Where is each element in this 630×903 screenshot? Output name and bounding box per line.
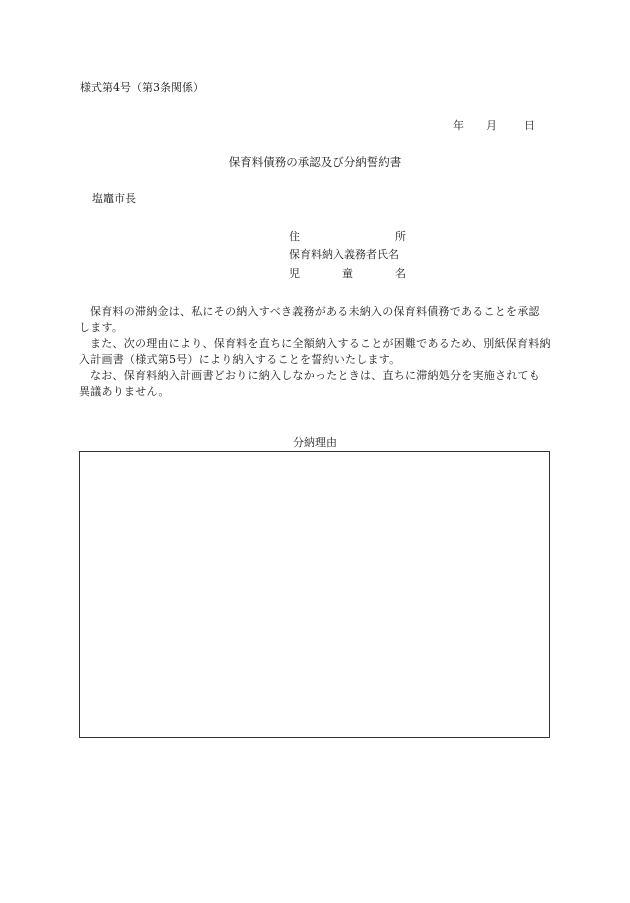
pledge-paragraph-default: なお、保育料納入計画書どおりに納入しなかったときは、直ちに滞納処分を実施されても異議ありません。 <box>79 369 540 398</box>
reason-box[interactable] <box>79 451 550 738</box>
document-title: 保育料債務の承認及び分納誓約書 <box>228 155 402 169</box>
address-label-part-1: 住 <box>289 230 300 243</box>
form-number: 様式第4号（第3条関係） <box>80 81 204 94</box>
child-label-part-3: 名 <box>395 267 406 280</box>
pledge-body <box>79 304 551 400</box>
address-label-part-2: 所 <box>395 230 406 243</box>
pledge-paragraph-installment: また、次の理由により、保育料を直ちに全額納入することが困難であるため、別紙保育料納入計画書（様式第5号）により納入することを誓約いたします。 <box>79 337 551 366</box>
addressee: 塩竈市長 <box>92 192 136 205</box>
reason-heading: 分納理由 <box>293 436 337 449</box>
child-label-part-2: 童 <box>342 267 353 280</box>
date-day-label: 日 <box>524 119 535 132</box>
date-month-label: 月 <box>486 119 497 132</box>
date-year-label: 年 <box>453 119 464 132</box>
pledge-paragraph-acknowledgement: 保育料の滞納金は、私にその納入すべき義務がある未納入の保育料債務であることを承認します。 <box>79 305 540 334</box>
child-label-part-1: 児 <box>289 267 300 280</box>
payer-name-label: 保育料納入義務者氏名 <box>289 248 399 261</box>
